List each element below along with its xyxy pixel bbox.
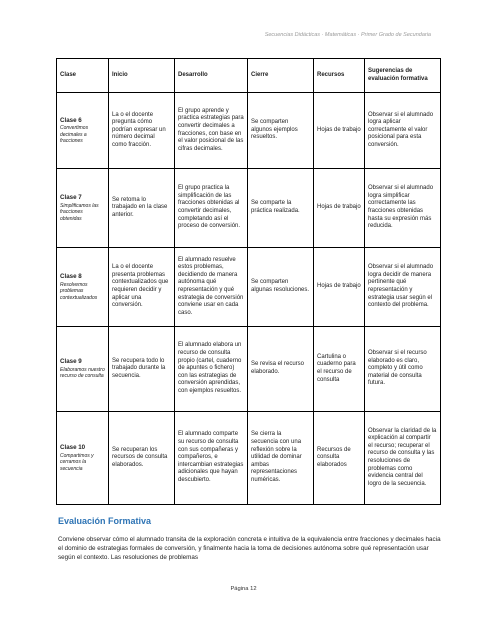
sugerencias-cell: Observar la claridad de la explicación al compartir el recurso; recuperar el recurso de consulta y las resoluciones de problemas como evidencia central del logro de la secuencia.: [365, 412, 441, 505]
sugerencias-cell: Observar si el alumnado logra simplificar correctamente las fracciones obtenidas hasta su expresión más reducida.: [365, 169, 441, 248]
clase-name: Clase 6: [60, 116, 82, 124]
cierre-cell: Se cierra la secuencia con una reflexión sobre la utilidad de dominar ambas representaciones numéricas.: [248, 412, 314, 505]
clase-name: Clase 9: [60, 358, 82, 366]
body-paragraph: Conviene observar cómo el alumnado transita de la exploración concreta e intuitiva de la equivalencia entre fracciones y decimales hacia el dominio de estrategias formales de conversión, y finalmente hacia la toma de decisiones autónoma sobre qué representación usar según el contexto. Las resoluciones de problemas: [58, 536, 441, 561]
clase-cell: [57, 169, 109, 248]
page-number: Página 12: [230, 586, 257, 592]
recursos-cell: Hojas de trabajo: [314, 248, 365, 327]
desarrollo-cell: El alumnado comparte su recurso de consulta con sus compañeras y compañeros, e intercambian estrategias adicionales que hayan descubierto.: [175, 412, 248, 505]
sugerencias-cell: Observar si el alumnado logra decidir de manera pertinente qué representación y estrategia usar según el contexto del problema.: [365, 248, 441, 327]
inicio-cell: Se retoma lo trabajado en la clase anterior.: [109, 169, 175, 248]
header-clase: Clase: [57, 59, 109, 93]
running-header: Secuencias Didácticas · Matemáticas · Primer Grado de Secundaria: [264, 32, 431, 38]
desarrollo-cell: El grupo aprende y practica estrategias para convertir decimales a fracciones, con base en el valor posicional de las cifras decimales.: [175, 93, 248, 169]
clase-cell: [57, 327, 109, 412]
clase-cell: [57, 248, 109, 327]
lesson-table: [56, 58, 441, 505]
desarrollo-cell: El grupo practica la simplificación de las fracciones obtenidas al convertir decimales, completando así el proceso de conversión.: [175, 169, 248, 248]
clase-subtitle: Simplificamos las fracciones obtenidas: [60, 202, 99, 222]
table-row: [57, 412, 441, 505]
inicio-cell: La o el docente pregunta cómo podrían expresar un número decimal como fracción.: [109, 93, 175, 169]
cierre-cell: Se comparten algunos ejemplos resueltos.: [248, 93, 314, 169]
clase-subtitle: Resolvemos problemas contextualizados: [60, 281, 98, 301]
recursos-cell: Cartulina o cuaderno para el recurso de consulta: [314, 327, 365, 412]
table-header-row: [57, 59, 441, 93]
recursos-cell: Hojas de trabajo: [314, 169, 365, 248]
table-row: [57, 93, 441, 169]
cierre-cell: Se comparte la práctica realizada.: [248, 169, 314, 248]
header-cierre: Cierre: [248, 59, 314, 93]
header-sugerencias: Sugerencias de evaluación formativa: [365, 59, 441, 93]
clase-subtitle: Compartimos y cerramos la secuencia: [60, 452, 94, 472]
header-inicio: Inicio: [109, 59, 175, 93]
clase-name: Clase 10: [60, 444, 86, 452]
recursos-cell: Recursos de consulta elaborados: [314, 412, 365, 505]
clase-name: Clase 8: [60, 273, 82, 281]
section-heading: Evaluación Formativa: [58, 516, 152, 526]
desarrollo-cell: El alumnado elabora un recurso de consulta propio (cartel, cuaderno de apuntes o fichero) con las estrategias de conversión aprendidas, con ejemplos resueltos.: [175, 327, 248, 412]
recursos-cell: Hojas de trabajo: [314, 93, 365, 169]
inicio-cell: Se recuperan los recursos de consulta elaborados.: [109, 412, 175, 505]
clase-cell: [57, 412, 109, 505]
clase-subtitle: Convertimos decimales a fracciones: [60, 125, 89, 144]
clase-subtitle: Elaboramos nuestro recurso de consulta: [60, 366, 105, 380]
clase-cell: [57, 93, 109, 169]
table-row: [57, 248, 441, 327]
header-desarrollo: Desarrollo: [175, 59, 248, 93]
inicio-cell: Se recupera todo lo trabajado durante la secuencia.: [109, 327, 175, 412]
inicio-cell: La o el docente presenta problemas contextualizados que requieren decidir y aplicar una conversión.: [109, 248, 175, 327]
clase-name: Clase 7: [60, 194, 82, 202]
cierre-cell: Se comparten algunas resoluciones.: [248, 248, 314, 327]
header-recursos: Recursos: [314, 59, 365, 93]
sugerencias-cell: Observar si el alumnado logra aplicar correctamente el valor posicional para esta conversión.: [365, 93, 441, 169]
table-row: [57, 169, 441, 248]
cierre-cell: Se revisa el recurso elaborado.: [248, 327, 314, 412]
desarrollo-cell: El alumnado resuelve estos problemas, decidiendo de manera autónoma qué representación y qué estrategia de conversión conviene usar en cada caso.: [175, 248, 248, 327]
sugerencias-cell: Observar si el recurso elaborado es claro, completo y útil como material de consulta futura.: [365, 327, 441, 412]
table-row: [57, 327, 441, 412]
